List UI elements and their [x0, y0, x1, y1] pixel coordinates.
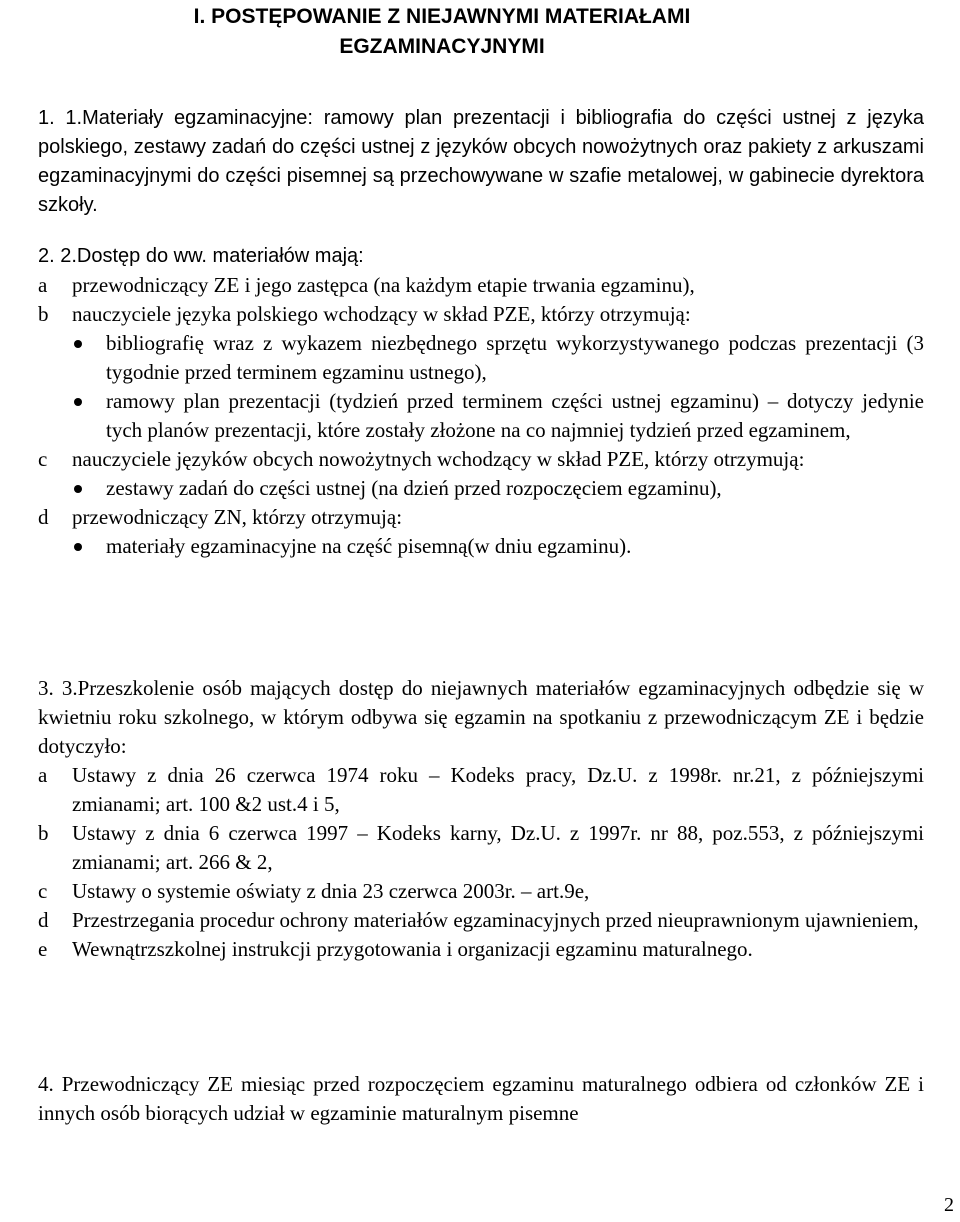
item-text: Ustawy z dnia 26 czerwca 1974 roku – Kodeks pracy, Dz.U. z 1998r. nr.21, z późniejszymi zmianami; art. 100 &2 ust.4 i 5, [72, 763, 924, 816]
title-line-1: I. POSTĘPOWANIE Z NIEJAWNYMI MATERIAŁAMI [193, 5, 691, 28]
section-2-item-b [38, 300, 924, 329]
section-1-text: 1. 1.Materiały egzaminacyjne: ramowy plan prezentacji i bibliografia do części ustnej z języka polskiego, zestawy zadań do części ustnej z języków obcych nowożytnych oraz pakiety z arkuszami egzaminacyjnymi do części pisemnej są przechowywane w szafie metalowej, w gabinecie dyrektora szkoły. [38, 107, 924, 216]
item-text: przewodniczący ZN, którzy otrzymują: [72, 505, 403, 529]
item-label: c [38, 447, 48, 471]
section-2-heading: 2. 2.Dostęp do ww. materiałów mają: [38, 245, 364, 267]
item-text: Ustawy z dnia 6 czerwca 1997 – Kodeks karny, Dz.U. z 1997r. nr 88, poz.553, z późniejszymi zmianami; art. 266 & 2, [72, 821, 924, 874]
section-3-item-b [38, 819, 924, 877]
title-line-2: EGZAMINACYJNYMI [339, 35, 545, 58]
section-2 [38, 242, 924, 561]
item-label: c [38, 879, 48, 903]
bullet-icon [72, 474, 106, 503]
item-text: nauczyciele języka polskiego wchodzący w skład PZE, którzy otrzymują: [72, 302, 691, 326]
item-label: b [38, 302, 49, 326]
section-3 [38, 674, 924, 964]
bullet-text: ramowy plan prezentacji (tydzień przed terminem części ustnej egzaminu) – dotyczy jedynie tych planów prezentacji, które zostały złożone na co najmniej tydzień przed egzaminem, [106, 389, 924, 442]
section-3-item-a [38, 761, 924, 819]
bullet-icon [72, 329, 106, 387]
item-label: b [38, 821, 49, 845]
item-text: Wewnątrzszkolnej instrukcji przygotowania i organizacji egzaminu maturalnego. [72, 937, 753, 961]
bullet-icon [72, 387, 106, 445]
section-4-text: 4. Przewodniczący ZE miesiąc przed rozpoczęciem egzaminu maturalnego odbiera od członków ZE i innych osób biorących udział w egzaminie maturalnym pisemne [38, 1072, 924, 1125]
section-3-item-c [38, 877, 924, 906]
section-3-text: 3. 3.Przeszkolenie osób mających dostęp do niejawnych materiałów egzaminacyjnych odbędzie się w kwietniu roku szkolnego, w którym odbywa się egzamin na spotkaniu z przewodniczącym ZE i będzie dotyczyło: [38, 676, 924, 758]
bullet-item [72, 387, 924, 445]
bullet-text: bibliografię wraz z wykazem niezbędnego sprzętu wykorzystywanego podczas prezentacji (3 tygodnie przed terminem egzaminu ustnego), [106, 331, 924, 384]
section-2-item-a [38, 271, 924, 300]
bullet-item [72, 474, 924, 503]
page-number: 2 [944, 1194, 954, 1216]
section-2-item-d [38, 503, 924, 532]
bullet-text: materiały egzaminacyjne na część pisemną(w dniu egzaminu). [106, 534, 632, 558]
item-label: a [38, 763, 48, 787]
item-text: przewodniczący ZE i jego zastępca (na każdym etapie trwania egzaminu), [72, 273, 695, 297]
bullet-item [72, 532, 924, 561]
document-title [0, 2, 922, 62]
item-label: a [38, 273, 48, 297]
item-text: Ustawy o systemie oświaty z dnia 23 czerwca 2003r. – art.9e, [72, 879, 590, 903]
bullet-icon [72, 532, 106, 561]
section-4 [38, 1070, 924, 1128]
bullet-item [72, 329, 924, 387]
item-label: e [38, 937, 48, 961]
section-3-item-e [38, 935, 924, 964]
item-label: d [38, 505, 49, 529]
bullet-text: zestawy zadań do części ustnej (na dzień przed rozpoczęciem egzaminu), [106, 476, 722, 500]
item-label: d [38, 908, 49, 932]
item-text: nauczyciele języków obcych nowożytnych wchodzący w skład PZE, którzy otrzymują: [72, 447, 805, 471]
section-3-item-d [38, 906, 924, 935]
item-text: Przestrzegania procedur ochrony materiałów egzaminacyjnych przed nieuprawnionym ujawnieniem, [72, 908, 919, 932]
section-1 [38, 84, 924, 240]
section-2-item-c [38, 445, 924, 474]
